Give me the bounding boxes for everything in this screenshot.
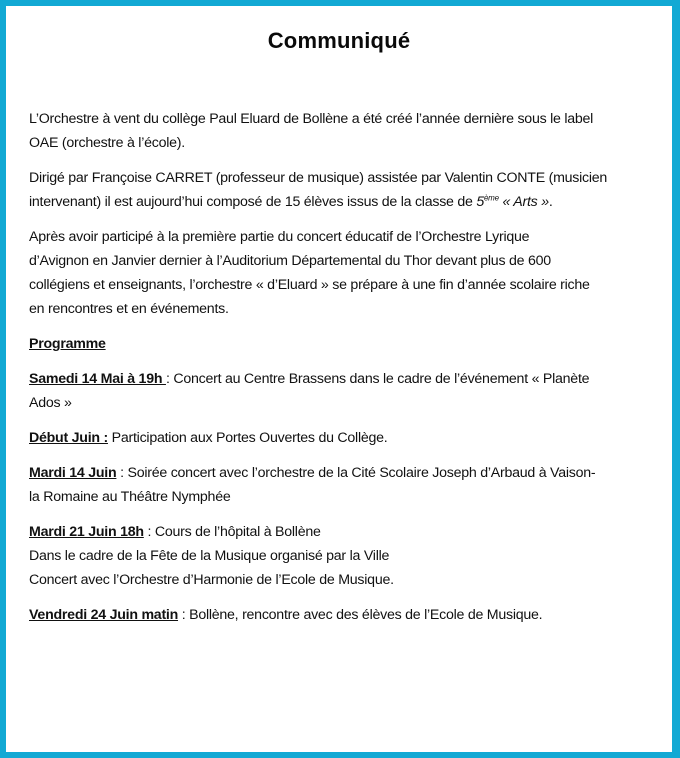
event-description: : Concert au Centre Brassens dans le cadre de l’événement « Planète (165, 371, 590, 387)
event-line (29, 426, 654, 450)
programme-event (29, 367, 654, 415)
text-line (29, 190, 654, 214)
event-line (29, 520, 654, 544)
event-date: Vendredi 24 Juin matin (29, 607, 179, 623)
intro-paragraph (29, 107, 654, 155)
event-description: Concert avec l’Orchestre d’Harmonie de l’Ecole de Musique. (29, 572, 394, 588)
event-description: la Romaine au Théâtre Nymphée (29, 489, 231, 505)
document-title: Communiqué (267, 28, 411, 53)
text-line: d’Avignon en Janvier dernier à l’Auditorium Départemental du Thor devant plus de 600 (29, 253, 551, 269)
event-description: : Soirée concert avec l’orchestre de la Cité Scolaire Joseph d’Arbaud à Vaison- (116, 465, 596, 481)
text-segment: intervenant) il est aujourd’hui composé de 15 élèves issus de la classe de (29, 194, 477, 210)
document-page (6, 6, 672, 752)
text-line: OAE (orchestre à l’école). (29, 135, 185, 151)
event-line (29, 603, 654, 627)
class-superscript: ème (483, 193, 499, 203)
text-line: en rencontres et en événements. (29, 301, 229, 317)
event-date: Samedi 14 Mai à 19h (29, 371, 166, 387)
programme-event (29, 461, 654, 509)
event-description: Ados » (29, 395, 72, 411)
text-line: L’Orchestre à vent du collège Paul Eluard de Bollène a été créé l’année dernière sous le label (29, 111, 594, 127)
event-description: : Bollène, rencontre avec des élèves de l’Ecole de Musique. (178, 607, 543, 623)
programme-event (29, 603, 654, 627)
event-description: : Cours de l’hôpital à Bollène (143, 524, 321, 540)
event-line (29, 367, 654, 391)
programme-heading: Programme (29, 336, 106, 352)
text-line: collégiens et enseignants, l’orchestre « d’Eluard » se prépare à une fin d’année scolaire riche (29, 277, 590, 293)
programme-event (29, 426, 654, 450)
concert-paragraph (29, 225, 654, 321)
event-description: Participation aux Portes Ouvertes du Collège. (107, 430, 388, 446)
class-name: « Arts » (498, 194, 549, 210)
programme-event (29, 520, 654, 592)
director-paragraph (29, 166, 654, 214)
document-body (29, 107, 654, 638)
event-line (29, 461, 654, 485)
event-date: Début Juin : (29, 430, 108, 446)
class-number: 5 (476, 194, 484, 210)
event-date: Mardi 14 Juin (29, 465, 117, 481)
event-date: Mardi 21 Juin 18h (29, 524, 144, 540)
event-description: Dans le cadre de la Fête de la Musique organisé par la Ville (29, 548, 390, 564)
text-line: Après avoir participé à la première partie du concert éducatif de l’Orchestre Lyrique (29, 229, 530, 245)
text-segment: . (548, 194, 553, 210)
text-line: Dirigé par Françoise CARRET (professeur de musique) assistée par Valentin CONTE (musicien (29, 170, 608, 186)
